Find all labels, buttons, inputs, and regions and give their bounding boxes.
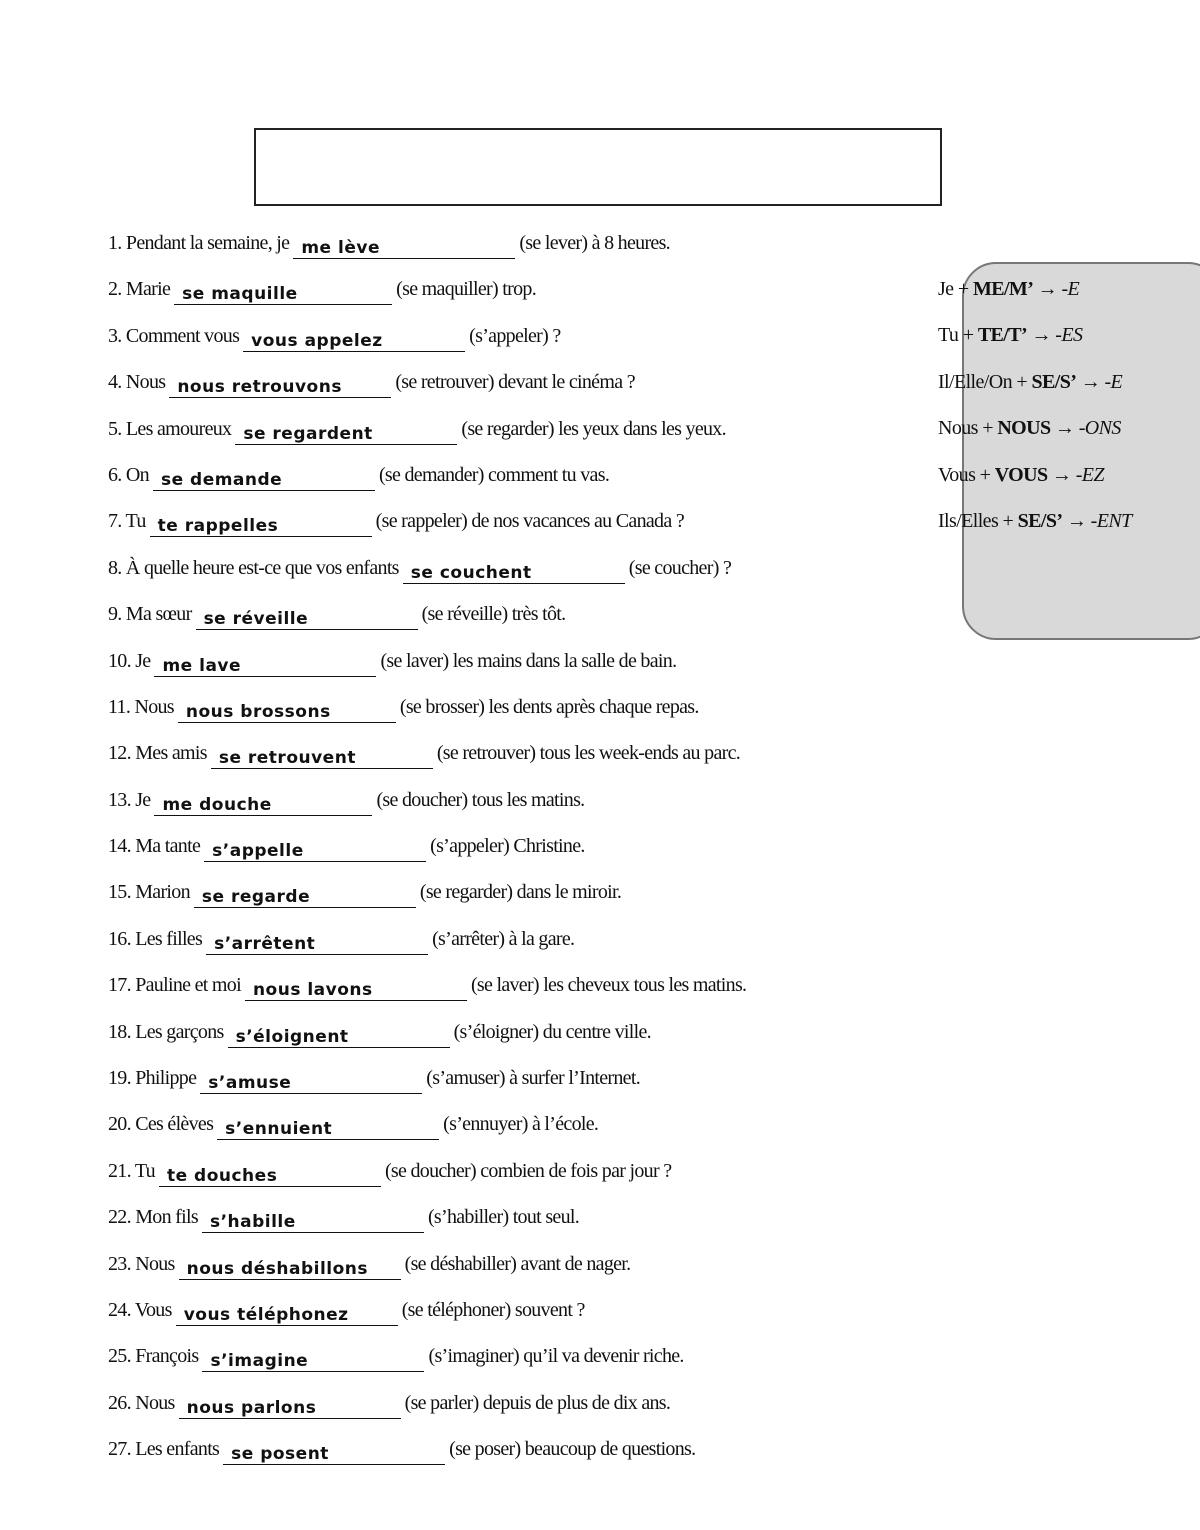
verb-hint: (se brosser) les dents après chaque repas.	[399, 695, 699, 718]
rule-arrow: →	[1037, 278, 1058, 300]
rule-pronoun: SE/S’	[1031, 370, 1077, 393]
title-box	[254, 128, 942, 206]
exercise-item	[108, 502, 938, 548]
answer-blank[interactable]: se maquille	[174, 281, 392, 305]
verb-hint: (se coucher) ?	[628, 556, 732, 579]
verb-hint: (s’éloigner) du centre ville.	[453, 1020, 651, 1043]
rule-arrow: →	[1054, 417, 1075, 440]
exercise-item	[108, 734, 938, 780]
verb-hint: (s’appeler) Christine.	[430, 835, 585, 858]
verb-hint: (se laver) les mains dans la salle de bain.	[380, 649, 677, 672]
answer-blank[interactable]: s’éloignent	[228, 1024, 450, 1048]
verb-hint: (s’amuser) à surfer l’Internet.	[426, 1067, 641, 1090]
rule-ending: -ONS	[1078, 417, 1121, 440]
answer-blank[interactable]: se réveille	[196, 606, 418, 630]
verb-hint: (se doucher) combien de fois par jour ?	[384, 1159, 672, 1182]
rule-pronoun: NOUS	[997, 417, 1051, 440]
exercise-prompt: 27. Les enfants	[108, 1438, 220, 1461]
rule-ending: -E	[1061, 278, 1080, 300]
rule-pronoun: TE/T’	[977, 324, 1028, 347]
exercise-item	[108, 1337, 938, 1383]
exercise-item	[108, 224, 938, 270]
verb-hint: (se poser) beaucoup de questions.	[449, 1438, 696, 1461]
exercise-prompt: 6. On	[108, 463, 149, 486]
rule-row: Vous + VOUS → -EZ	[938, 463, 1104, 486]
answer-blank[interactable]: s’habille	[202, 1209, 424, 1233]
verb-hint: (se regarder) dans le miroir.	[419, 881, 622, 904]
exercise-prompt: 21. Tu	[108, 1159, 155, 1182]
answer-blank[interactable]: me lève	[293, 235, 515, 259]
verb-hint: (se rappeler) de nos vacances au Canada ?	[375, 510, 684, 533]
rule-arrow: →	[1066, 509, 1087, 532]
exercise-list	[108, 224, 938, 1477]
answer-blank[interactable]: nous retrouvons	[169, 374, 391, 398]
exercise-prompt: 9. Ma sœur	[108, 603, 192, 626]
verb-hint: (se retrouver) tous les week-ends au parc.	[436, 742, 741, 765]
answer-blank[interactable]: s’amuse	[200, 1070, 422, 1094]
verb-hint: (s’ennuyer) à l’école.	[443, 1113, 599, 1136]
exercise-item	[108, 1013, 938, 1059]
exercise-item	[108, 595, 938, 641]
exercise-item	[108, 1198, 938, 1244]
exercise-item	[108, 827, 938, 873]
answer-blank[interactable]: me lave	[154, 653, 376, 677]
answer-blank[interactable]: s’arrêtent	[206, 931, 428, 955]
answer-blank[interactable]: se retrouvent	[211, 745, 433, 769]
exercise-item	[108, 688, 938, 734]
conjugation-rules	[938, 274, 1200, 552]
exercise-prompt: 19. Philippe	[108, 1067, 197, 1090]
verb-hint: (se retrouver) devant le cinéma ?	[395, 371, 635, 394]
answer-blank[interactable]: s’imagine	[202, 1348, 424, 1372]
rule-row: Il/Elle/On + SE/S’ → -E	[938, 370, 1123, 393]
verb-hint: (se regarder) les yeux dans les yeux.	[461, 417, 726, 440]
verb-hint: (se réveille) très tôt.	[421, 603, 566, 626]
answer-blank[interactable]: te douches	[159, 1163, 381, 1187]
exercise-item	[108, 456, 938, 502]
exercise-prompt: 5. Les amoureux	[108, 417, 232, 440]
verb-hint: (se parler) depuis de plus de dix ans.	[404, 1391, 671, 1414]
exercise-item	[108, 363, 938, 409]
rule-subject: Vous	[938, 463, 976, 486]
exercise-item	[108, 1152, 938, 1198]
exercise-prompt: 15. Marion	[108, 881, 190, 904]
exercise-prompt: 14. Ma tante	[108, 835, 201, 858]
exercise-prompt: 7. Tu	[108, 510, 146, 533]
exercise-prompt: 25. François	[108, 1345, 199, 1368]
answer-blank[interactable]: se couchent	[403, 560, 625, 584]
rule-row: Tu + TE/T’ → -ES	[938, 324, 1083, 347]
exercise-prompt: 20. Ces élèves	[108, 1113, 214, 1136]
rule-row: Ils/Elles + SE/S’ → -ENT	[938, 509, 1132, 532]
verb-hint: (s’imaginer) qu’il va devenir riche.	[428, 1345, 684, 1368]
answer-blank[interactable]: s’appelle	[204, 838, 426, 862]
rule-subject: Il/Elle/On	[938, 370, 1012, 393]
rule-subject: Ils/Elles	[938, 509, 999, 532]
answer-blank[interactable]: nous déshabillons	[179, 1256, 401, 1280]
exercise-prompt: 26. Nous	[108, 1391, 175, 1414]
exercise-prompt: 24. Vous	[108, 1298, 172, 1321]
rule-arrow: →	[1051, 463, 1072, 486]
exercise-item	[108, 1059, 938, 1105]
exercise-prompt: 12. Mes amis	[108, 742, 207, 765]
exercise-prompt: 17. Pauline et moi	[108, 974, 241, 997]
exercise-item	[108, 781, 938, 827]
answer-blank[interactable]: se demande	[153, 467, 375, 491]
verb-hint: (s’habiller) tout seul.	[427, 1206, 580, 1229]
answer-blank[interactable]: nous lavons	[245, 977, 467, 1001]
verb-hint: (se lever) à 8 heures.	[519, 232, 670, 254]
exercise-prompt: 18. Les garçons	[108, 1020, 224, 1043]
verb-hint: (se laver) les cheveux tous les matins.	[470, 974, 747, 997]
exercise-prompt: 23. Nous	[108, 1252, 175, 1275]
verb-hint: (se maquiller) trop.	[396, 278, 536, 301]
exercise-prompt: 11. Nous	[108, 695, 174, 718]
exercise-item	[108, 1430, 938, 1476]
exercise-prompt: 3. Comment vous	[108, 324, 240, 347]
exercise-item	[108, 410, 938, 456]
rule-row: Je + ME/M’ → -E	[938, 278, 1080, 300]
verb-hint: (se demander) comment tu vas.	[378, 463, 610, 486]
rule-ending: -EZ	[1075, 463, 1104, 486]
answer-blank[interactable]: se regardent	[235, 421, 457, 445]
rule-subject: Nous	[938, 417, 978, 440]
answer-blank[interactable]: te rappelles	[150, 513, 372, 537]
verb-hint: (se téléphoner) souvent ?	[401, 1298, 585, 1321]
exercise-item	[108, 1105, 938, 1151]
exercise-prompt: 1. Pendant la semaine, je	[108, 232, 290, 254]
answer-blank[interactable]: vous appelez	[243, 328, 465, 352]
answer-blank[interactable]: nous parlons	[179, 1395, 401, 1419]
exercise-item	[108, 317, 938, 363]
rule-pronoun: ME/M’	[972, 278, 1034, 300]
exercise-prompt: 10. Je	[108, 649, 151, 672]
rule-arrow: →	[1031, 324, 1051, 347]
answer-blank[interactable]: s’ennuient	[217, 1116, 439, 1140]
exercise-item	[108, 873, 938, 919]
rule-pronoun: SE/S’	[1017, 509, 1063, 532]
rule-ending: -E	[1104, 370, 1123, 393]
answer-blank[interactable]: me douche	[154, 792, 372, 816]
exercise-prompt: 16. Les filles	[108, 927, 203, 950]
rule-arrow: →	[1080, 370, 1101, 393]
exercise-item	[108, 549, 938, 595]
exercise-prompt: 8. À quelle heure est-ce que vos enfants	[108, 556, 399, 579]
rule-ending: -ES	[1055, 324, 1083, 347]
rule-ending: -ENT	[1090, 509, 1132, 532]
rule-pronoun: VOUS	[994, 463, 1048, 486]
answer-blank[interactable]: nous brossons	[178, 699, 396, 723]
exercise-item	[108, 966, 938, 1012]
verb-hint: (se doucher) tous les matins.	[376, 788, 585, 811]
verb-hint: (s’appeler) ?	[469, 324, 561, 347]
exercise-prompt: 2. Marie	[108, 278, 171, 301]
rule-subject: Tu	[938, 324, 959, 347]
exercise-item	[108, 1245, 938, 1291]
answer-blank[interactable]: vous téléphonez	[176, 1302, 398, 1326]
exercise-item	[108, 1291, 938, 1337]
rule-subject: Je	[938, 278, 954, 300]
rule-row: Nous + NOUS → -ONS	[938, 417, 1121, 440]
answer-blank[interactable]: se regarde	[194, 884, 416, 908]
verb-hint: (s’arrêter) à la gare.	[432, 927, 575, 950]
exercise-item	[108, 270, 938, 316]
exercise-item	[108, 1384, 938, 1430]
exercise-prompt: 13. Je	[108, 788, 151, 811]
exercise-item	[108, 920, 938, 966]
verb-hint: (se déshabiller) avant de nager.	[404, 1252, 631, 1275]
answer-blank[interactable]: se posent	[223, 1441, 445, 1465]
exercise-prompt: 4. Nous	[108, 371, 166, 394]
exercise-item	[108, 642, 938, 688]
exercise-prompt: 22. Mon fils	[108, 1206, 198, 1229]
